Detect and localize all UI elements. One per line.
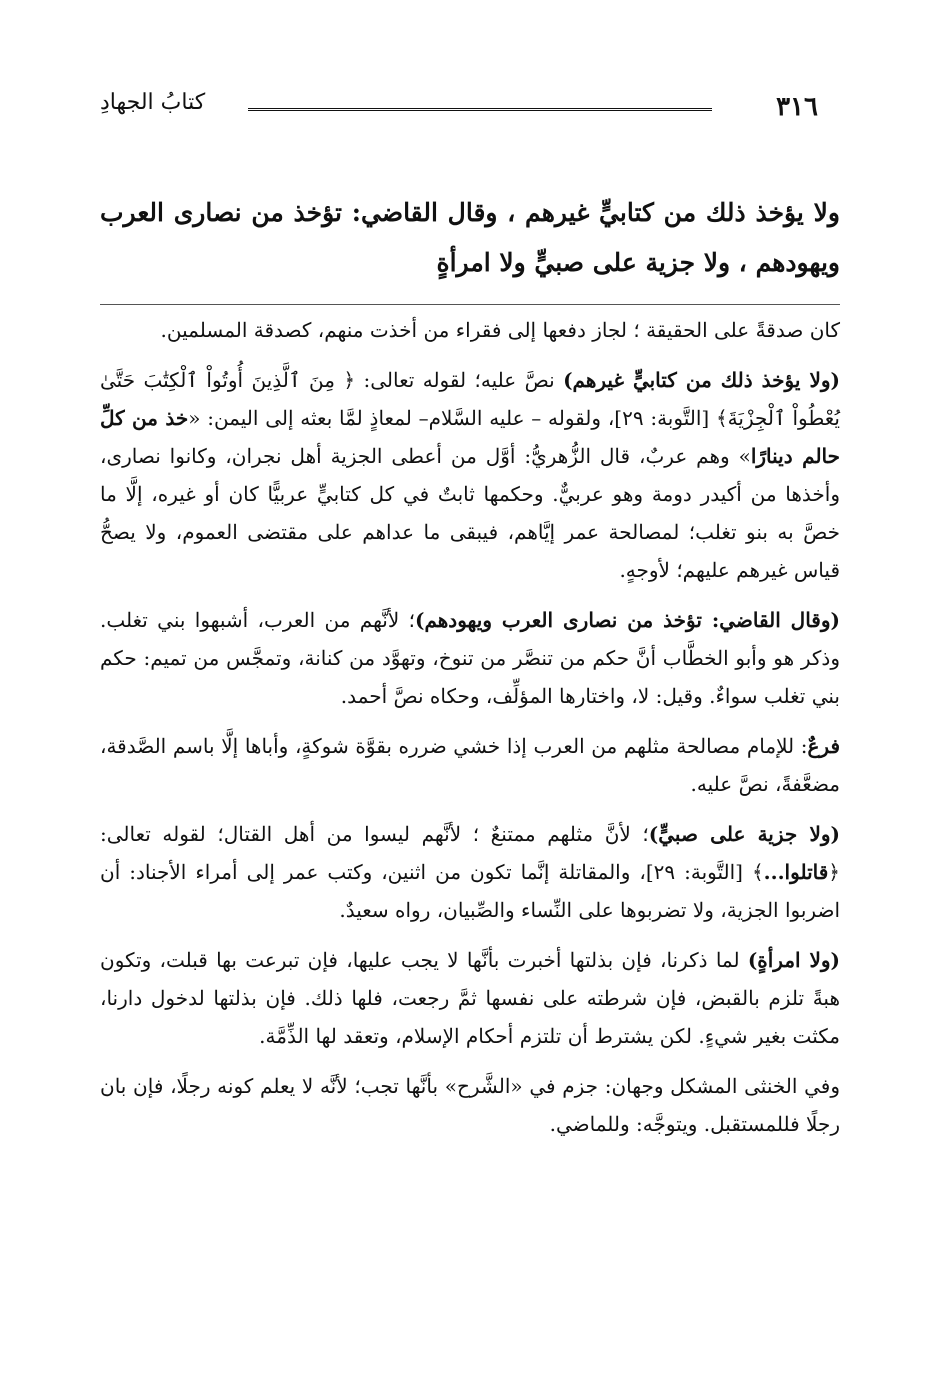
paragraph-text: وفي الخنثى المشكل وجهان: جزم في «الشَّرح» بأنَّها تجب؛ لأنَّه لا يعلم كونه رجلًا، فإن بان رجلًا فللمستقبل. ويتوجَّه: وللماضي. bbox=[100, 1074, 840, 1136]
book-page bbox=[100, 82, 840, 1155]
paragraph-text: لما ذكرنا، فإن بذلتها أخبرت بأنَّها لا يجب عليها، فإن تبرعت بها قبلت، وتكون هبةً تلزم بالقبض، فإن شرطته على نفسها ثمَّ رجعت، فلها ذلك. فإن بذلتها لدخول دارنا، مكثت بغير شيءٍ. لكن يشترط أن تلتزم أحكام الإسلام، وتعقد لها الذِّمَّة. bbox=[100, 948, 840, 1048]
quoted-matn: (ولا امرأةٍ) bbox=[747, 948, 840, 972]
commentary bbox=[100, 311, 840, 1143]
paragraph-2 bbox=[100, 361, 840, 589]
paragraph-text: نصَّ عليه؛ لقوله تعالى: ﴿ مِنَ ٱلَّذِينَ أُوتُواْ ٱلْكِتَٰبَ حَتَّىٰ يُعْطُواْ ٱلْجِزْيَةَ﴾ [التَّوبة: ٢٩]، ولقوله – عليه السَّلام– لمعاذٍ لمَّا بعثه إلى اليمن: « bbox=[100, 368, 840, 430]
paragraph-6 bbox=[100, 941, 840, 1055]
paragraph-text: ؛ لأنَّ مثلهم ممتنعٌ ؛ لأنَّهم ليسوا من أهل القتال؛ لقوله تعالى: ﴿ bbox=[100, 822, 841, 884]
paragraph-text: ؛ لأنَّهم من العرب، أشبهوا بني تغلب. وذكر هو وأبو الخطَّاب أنَّ حكم من تنصَّر من تنوخ، وتهوَّد من كنانة، وتمجَّس من تميم: حكم بني تغلب سواءٌ. وقيل: لا، واختارها المؤلِّف، وحكاه نصَّ أحمد. bbox=[100, 608, 840, 708]
page-header bbox=[100, 82, 840, 126]
paragraph-text: كان صدقةً على الحقيقة ؛ لجاز دفعها إلى فقراء من أخذت منهم، كصدقة المسلمين. bbox=[160, 318, 840, 342]
hadith-quote: خذ من كلِّ حالم دينارًا bbox=[100, 406, 841, 468]
paragraph-4 bbox=[100, 727, 840, 803]
paragraph-text: ﴾ [التَّوبة: ٢٩]، والمقاتلة إنَّما تكون من اثنين، وكتب عمر إلى أمراء الأجناد: أن اضربوا الجزية، ولا تضربوها على النِّساء والصِّبيان، رواه سعيدٌ. bbox=[100, 860, 840, 922]
page-number: ٣١٦ bbox=[776, 92, 818, 122]
matn-text: ولا يؤخذ ذلك من كتابيٍّ غيرهم ، وقال القاضي: تؤخذ من نصارى العرب ويهودهم ، ولا جزية على صبيٍّ ولا امرأةٍ bbox=[100, 188, 840, 305]
paragraph-1 bbox=[100, 311, 840, 349]
paragraph-5 bbox=[100, 815, 840, 929]
subsection-label: فرعٌ bbox=[807, 734, 840, 758]
paragraph-text: : للإمام مصالحة مثلهم من العرب إذا خشي ضرره بقوَّة شوكةٍ، وأباها إلَّا باسم الصَّدقة، مضعَّفةً، نصَّ عليه. bbox=[100, 734, 840, 796]
quoted-matn: (ولا جزية على صبيٍّ) bbox=[648, 822, 840, 846]
header-rule bbox=[248, 108, 712, 111]
running-title: كتابُ الجهادِ bbox=[100, 90, 206, 115]
quoted-matn: (ولا يؤخذ ذلك من كتابيٍّ غيرهم) bbox=[563, 368, 840, 392]
paragraph-7 bbox=[100, 1067, 840, 1143]
paragraph-3 bbox=[100, 601, 840, 715]
quoted-matn: (وقال القاضي: تؤخذ من نصارى العرب ويهودهم) bbox=[414, 608, 840, 632]
verse-quote: قاتلوا... bbox=[763, 860, 829, 884]
paragraph-text: » وهم عربٌ، قال الزُّهريُّ: أوَّل من أعطى الجزية أهل نجران، وكانوا نصارى، وأخذها من أكيدر دومة وهو عربيٌّ. وحكمها ثابتٌ في كل كتابيٍّ عربيًّا كان أو غيره، إلَّا ما خصَّ به بنو تغلب؛ لمصالحة عمر إيَّاهم، فيبقى ما عداهم على مقتضى العموم، ولا يصحُّ قياس غيرهم عليهم؛ لأوجهٍ. bbox=[100, 444, 840, 582]
